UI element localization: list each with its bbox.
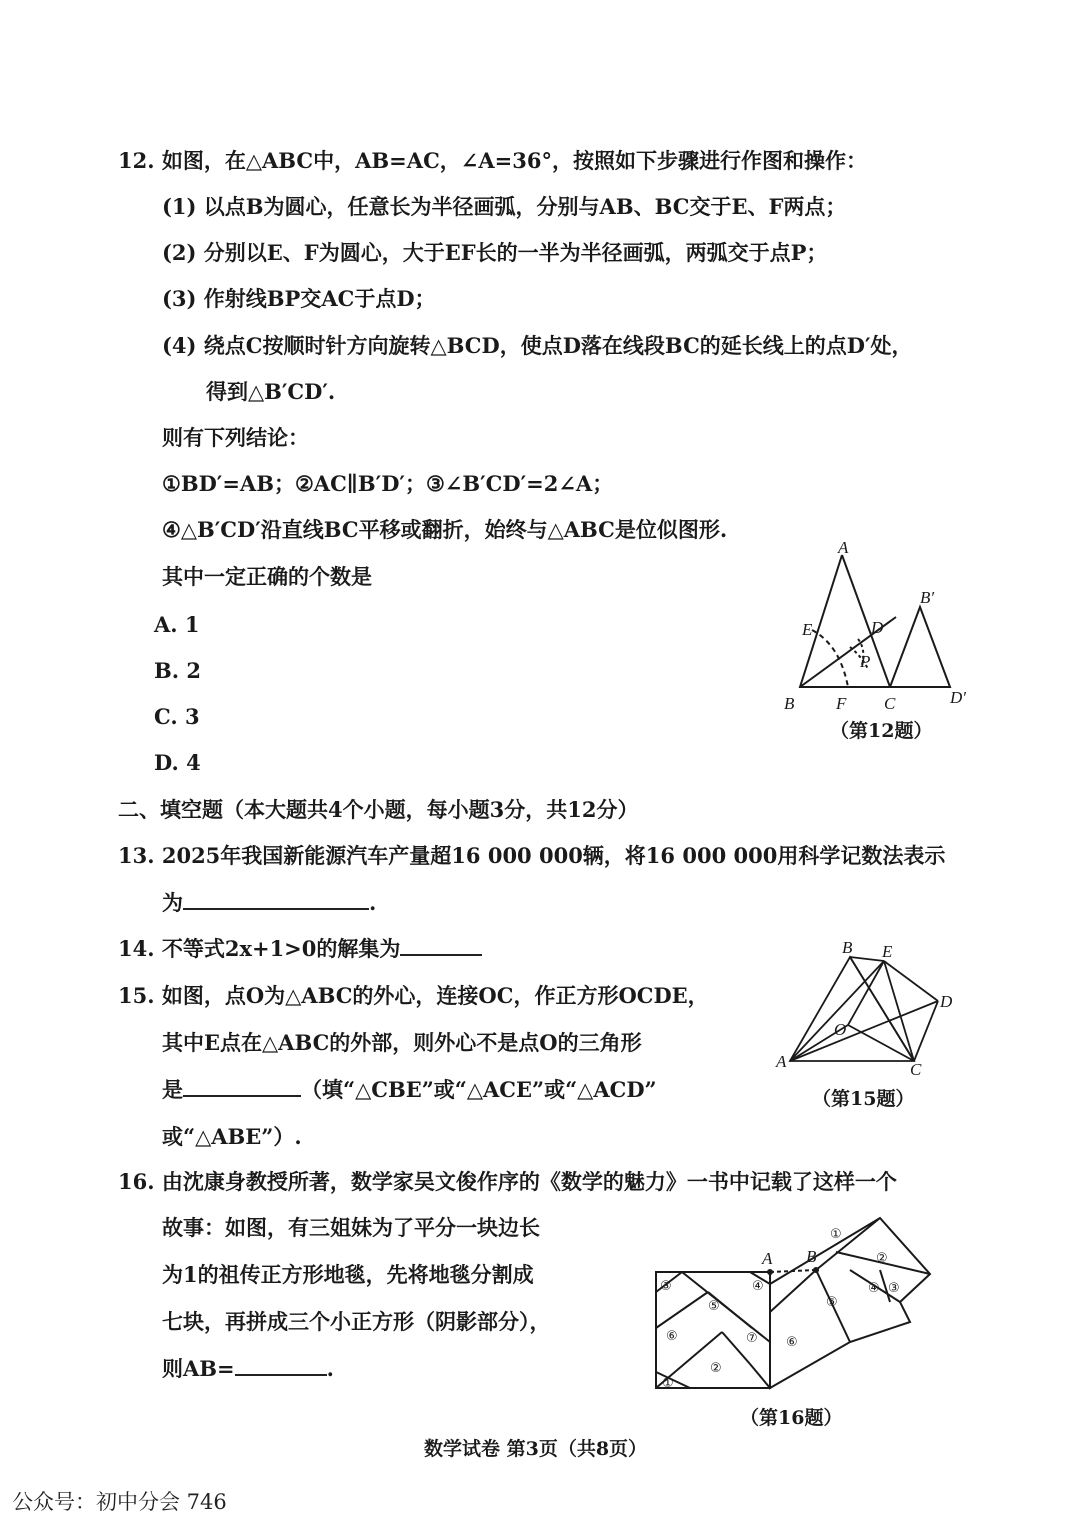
label-a: A (762, 1249, 773, 1268)
label-c: C (884, 694, 896, 713)
label-b: B (842, 938, 853, 957)
arc-ef (812, 630, 848, 687)
seg-ec (884, 961, 914, 1061)
q12-step1: (1) 以点B为圆心，任意长为半径画弧，分别与AB、BC交于E、F两点； (162, 194, 847, 219)
q16-answer-blank[interactable] (235, 1354, 327, 1376)
piece-3: ③ (660, 1279, 672, 1294)
label-a: A (776, 1052, 787, 1071)
q12-step4b: 得到△B′CD′. (206, 379, 336, 404)
piece-7: ⑦ (746, 1331, 758, 1346)
label-o: O (834, 1020, 847, 1039)
piece-3b: ③ (888, 1281, 900, 1296)
piece-1b: ① (830, 1227, 842, 1242)
section-2-heading: 二、填空题（本大题共4个小题，每小题3分，共12分） (118, 797, 639, 822)
label-d: D (871, 618, 884, 637)
seg-bc-diag (850, 957, 914, 1061)
q13-suffix: . (369, 890, 377, 915)
piece-4: ④ (752, 1279, 764, 1294)
watermark-text: 公众号：初中分会 746 (12, 1490, 227, 1514)
seg-ad (790, 1001, 938, 1061)
label-p: P (860, 652, 871, 671)
seg-ed (884, 961, 938, 1001)
q16-line1: 16. 由沈康身教授所著，数学家吴文俊作序的《数学的魅力》一书中记载了这样一个 (118, 1169, 897, 1194)
q13-answer-blank[interactable] (183, 888, 369, 910)
cut-3 (656, 1292, 708, 1328)
q12-step2: (2) 分别以E、F为圆心，大于EF长的一半为半径画弧，两弧交于点P； (162, 240, 828, 265)
seg-ab-dashed (770, 1270, 816, 1272)
q15-figure-caption: （第15题） (812, 1088, 915, 1110)
q13-line1: 13. 2025年我国新能源汽车产量超16 000 000辆，将16 000 000用科学记数法表示 (118, 843, 946, 868)
piece-5: ⑤ (708, 1299, 720, 1314)
q12-step3: (3) 作射线BP交AC于点D； (162, 286, 436, 311)
q16-line5 (162, 1354, 334, 1384)
q15-line4: 或“△ABE”）. (162, 1124, 302, 1149)
label-b: B (784, 694, 795, 713)
q16-prefix: 则AB= (162, 1356, 235, 1381)
q15-figure (772, 935, 962, 1075)
q12-step4: (4) 绕点C按顺时针方向旋转△BCD，使点D落在线段BC的延长线上的点D′处， (162, 333, 913, 358)
q12-ask: 其中一定正确的个数是 (162, 564, 372, 589)
piece-6: ⑥ (666, 1329, 678, 1344)
q12-option-c[interactable]: C. 3 (154, 704, 200, 729)
q15-answer-blank[interactable] (183, 1075, 301, 1097)
point-b (813, 1267, 819, 1273)
q12-option-a[interactable]: A. 1 (154, 612, 200, 637)
q14-line (118, 934, 482, 964)
q14-answer-blank[interactable] (400, 934, 482, 956)
q15-line3 (162, 1075, 657, 1105)
q16-figure (650, 1212, 940, 1392)
q13-prefix: 为 (162, 890, 183, 915)
q12-figure-caption: （第12题） (830, 720, 933, 742)
q12-conclusion-intro: 则有下列结论： (162, 425, 309, 450)
piece-4b: ④ (868, 1281, 880, 1296)
q16-suffix: . (326, 1356, 334, 1381)
label-b: B (806, 1247, 817, 1266)
q12-conclusion-b: ④△B′CD′沿直线BC平移或翻折，始终与△ABC是位似图形. (162, 517, 728, 542)
q13-line2 (162, 888, 376, 918)
piece-5b: ⑤ (826, 1295, 838, 1310)
q16-line4: 七块，再拼成三个小正方形（阴影部分）， (162, 1309, 551, 1334)
label-d-prime: D′ (950, 688, 966, 707)
triangle-b2cd2 (890, 607, 950, 687)
triangle-abc (790, 957, 914, 1061)
label-f: F (836, 694, 847, 713)
cut-8 (750, 1364, 770, 1388)
cut-12 (816, 1218, 880, 1270)
q15-line2: 其中E点在△ABC的外部，则外心不是点O的三角形 (162, 1030, 642, 1055)
piece-2b: ② (876, 1251, 888, 1266)
q16-figure-caption: （第16题） (740, 1407, 843, 1429)
seg-be (850, 957, 884, 961)
piece-2: ② (710, 1361, 722, 1376)
label-d: D (940, 992, 953, 1011)
point-a (767, 1269, 773, 1275)
seg-ae (790, 961, 884, 1061)
q15-suffix: （填“△CBE”或“△ACE”或“△ACD” (301, 1077, 657, 1102)
piece-6b: ⑥ (786, 1335, 798, 1350)
page-footer: 数学试卷 第3页（共8页） (424, 1438, 648, 1460)
q12-figure (770, 535, 980, 715)
label-c: C (910, 1060, 922, 1075)
label-a: A (838, 538, 849, 557)
cut-11 (770, 1270, 816, 1312)
label-b-prime: B′ (920, 588, 935, 607)
q12-option-d[interactable]: D. 4 (154, 750, 201, 775)
q12-conclusion-a: ①BD′=AB；②AC∥B′D′；③∠B′CD′=2∠A； (162, 471, 614, 496)
label-e: E (802, 620, 813, 639)
label-e: E (882, 942, 893, 961)
q14-text: 14. 不等式2x+1>0的解集为 (118, 936, 401, 961)
piece-1: ① (662, 1376, 674, 1391)
q15-prefix: 是 (162, 1077, 183, 1102)
q12-option-b[interactable]: B. 2 (154, 658, 201, 683)
q16-line2: 故事：如图，有三姐妹为了平分一块边长 (162, 1215, 540, 1240)
q15-line1: 15. 如图，点O为△ABC的外心，连接OC，作正方形OCDE， (118, 983, 709, 1008)
q16-line3: 为1的祖传正方形地毯，先将地毯分割成 (162, 1262, 534, 1287)
q12-stem: 12. 如图，在△ABC中，AB=AC，∠A=36°，按照如下步骤进行作图和操作： (118, 148, 867, 173)
